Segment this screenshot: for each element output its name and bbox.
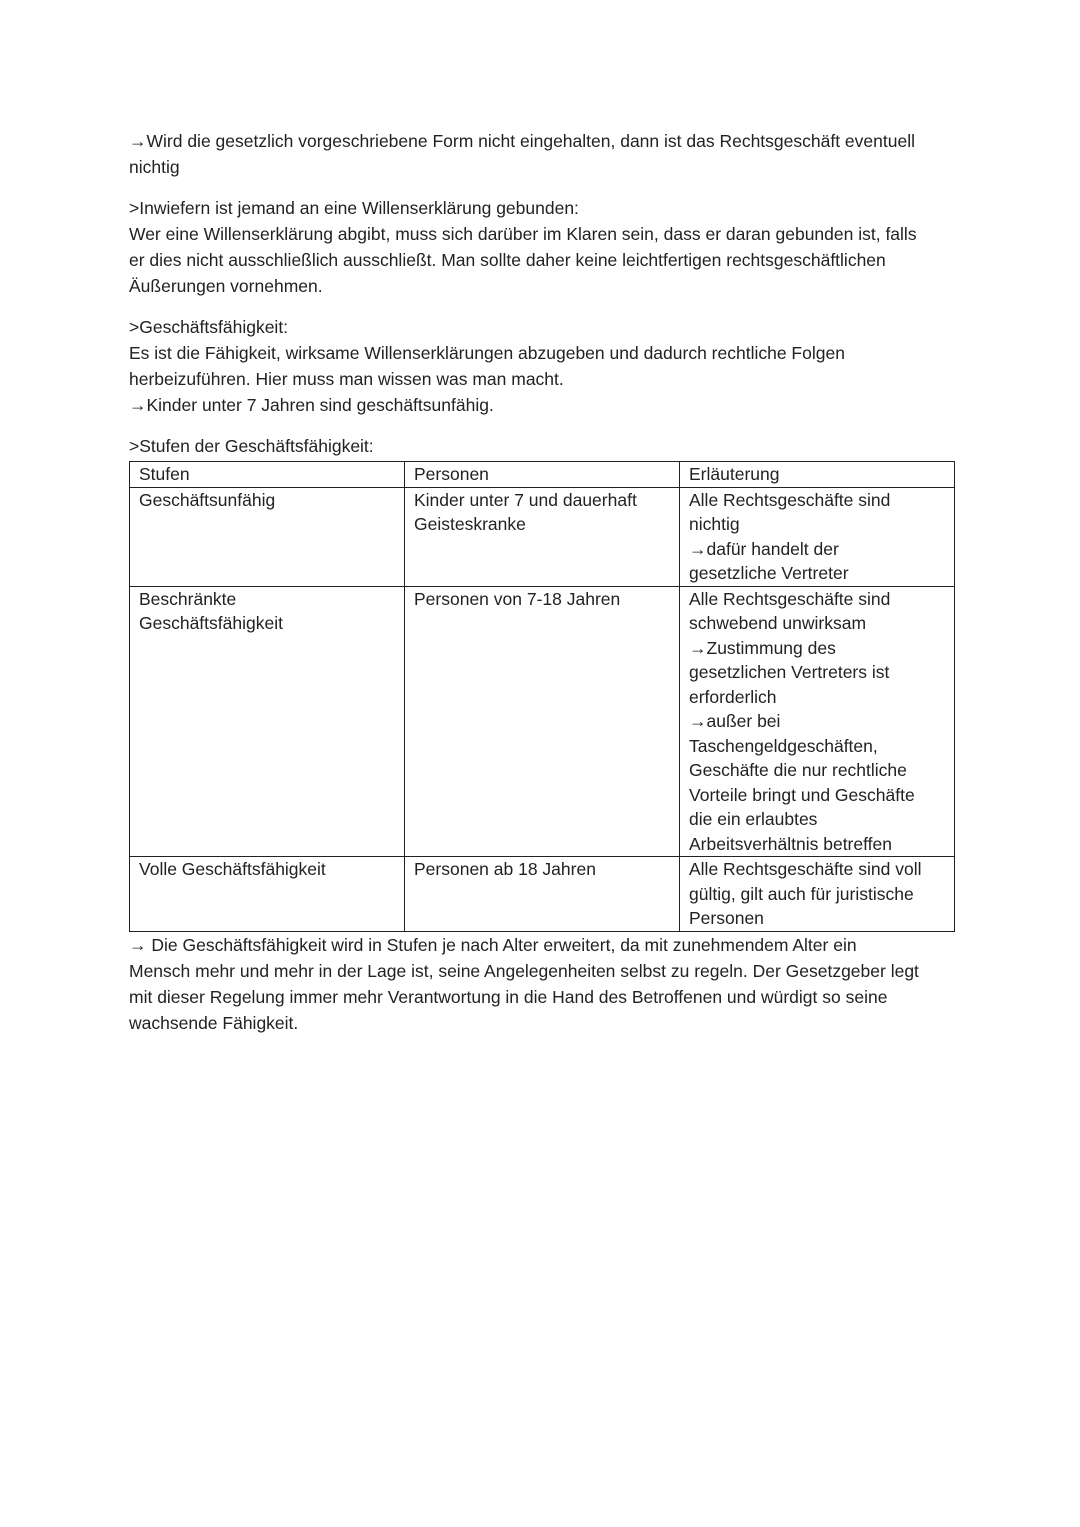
table-header-cell: Erläuterung — [680, 462, 955, 488]
cell-line: nichtig — [689, 514, 740, 534]
table-cell-erlaeuterung — [680, 487, 955, 586]
conclusion-line: → Die Geschäftsfähigkeit wird in Stufen je nach Alter erweitert, da mit zunehmendem Alter ein — [129, 934, 857, 955]
binding-heading: >Inwiefern ist jemand an eine Willenserklärung gebunden: — [129, 198, 579, 218]
table-cell-stufe — [130, 857, 405, 932]
cell-line: Geschäftsunfähig — [139, 489, 276, 510]
table-cell-personen — [405, 586, 680, 857]
cell-line: gültig, gilt auch für juristische — [689, 883, 914, 904]
capacity-line: →Kinder unter 7 Jahren sind geschäftsunfähig. — [129, 395, 494, 415]
binding-line: Wer eine Willenserklärung abgibt, muss sich darüber im Klaren sein, dass er daran gebunden ist, falls — [129, 224, 917, 244]
intro-line: →Wird die gesetzlich vorgeschriebene Form nicht eingehalten, dann ist das Rechtsgeschäft eventuell — [129, 131, 915, 151]
table-cell-erlaeuterung — [680, 586, 955, 857]
cell-line: erforderlich — [689, 686, 777, 707]
table-header-cell: Stufen — [130, 462, 405, 488]
cell-line: Taschengeldgeschäften, — [689, 735, 878, 756]
table-cell-stufe — [130, 487, 405, 586]
table-cell-personen — [405, 857, 680, 932]
conclusion-line: mit dieser Regelung immer mehr Verantwortung in die Hand des Betroffenen und würdigt so seine — [129, 986, 888, 1007]
table-header-cell: Personen — [405, 462, 680, 488]
table-row — [130, 586, 955, 857]
cell-line: Geschäftsfähigkeit — [139, 613, 283, 633]
capacity-line: herbeizuführen. Hier muss man wissen was man macht. — [129, 369, 564, 389]
cell-line: Kinder unter 7 und dauerhaft — [414, 489, 637, 510]
cell-line: Geisteskranke — [414, 514, 526, 534]
table-header-row — [130, 462, 955, 488]
cell-line: Personen von 7-18 Jahren — [414, 588, 621, 609]
table-row — [130, 487, 955, 586]
cell-line: Personen — [689, 908, 764, 928]
document-page — [129, 128, 951, 1036]
binding-line: Äußerungen vornehmen. — [129, 276, 323, 296]
binding-line: er dies nicht ausschließlich ausschließt. Man sollte daher keine leichtfertigen rechtsgeschäftlichen — [129, 250, 886, 270]
cell-line: →außer bei — [689, 711, 781, 731]
cell-line: Arbeitsverhältnis betreffen — [689, 833, 892, 854]
cell-line: Alle Rechtsgeschäfte sind voll — [689, 859, 922, 879]
table-cell-personen — [405, 487, 680, 586]
capacity-line: Es ist die Fähigkeit, wirksame Willenserklärungen abzugeben und dadurch rechtliche Folgen — [129, 343, 845, 363]
cell-line: Geschäfte die nur rechtliche — [689, 760, 907, 780]
levels-heading: >Stufen der Geschäftsfähigkeit: — [129, 436, 374, 456]
cell-line: Vorteile bringt und Geschäfte — [689, 784, 915, 805]
cell-line: gesetzlichen Vertreters ist — [689, 662, 890, 682]
cell-line: Personen ab 18 Jahren — [414, 859, 596, 879]
table-cell-erlaeuterung — [680, 857, 955, 932]
cell-line: Alle Rechtsgeschäfte sind — [689, 489, 891, 510]
intro-line: nichtig — [129, 157, 180, 177]
conclusion-line: wachsende Fähigkeit. — [129, 1012, 299, 1033]
cell-line: →dafür handelt der — [689, 538, 839, 559]
capacity-heading: >Geschäftsfähigkeit: — [129, 317, 289, 337]
cell-line: Beschränkte — [139, 588, 237, 609]
cell-line: gesetzliche Vertreter — [689, 563, 849, 583]
capacity-section — [129, 314, 951, 418]
table-row — [130, 857, 955, 932]
conclusion-paragraph — [129, 932, 951, 1036]
cell-line: Alle Rechtsgeschäfte sind — [689, 588, 891, 609]
binding-section — [129, 195, 951, 299]
cell-line: schwebend unwirksam — [689, 613, 867, 633]
table-cell-stufe — [130, 586, 405, 857]
cell-line: Volle Geschäftsfähigkeit — [139, 859, 326, 879]
conclusion-line: Mensch mehr und mehr in der Lage ist, seine Angelegenheiten selbst zu regeln. Der Gesetzgeber legt — [129, 960, 919, 981]
intro-paragraph — [129, 128, 951, 180]
cell-line: die ein erlaubtes — [689, 809, 818, 829]
cell-line: →Zustimmung des — [689, 637, 836, 658]
levels-table — [129, 461, 955, 932]
